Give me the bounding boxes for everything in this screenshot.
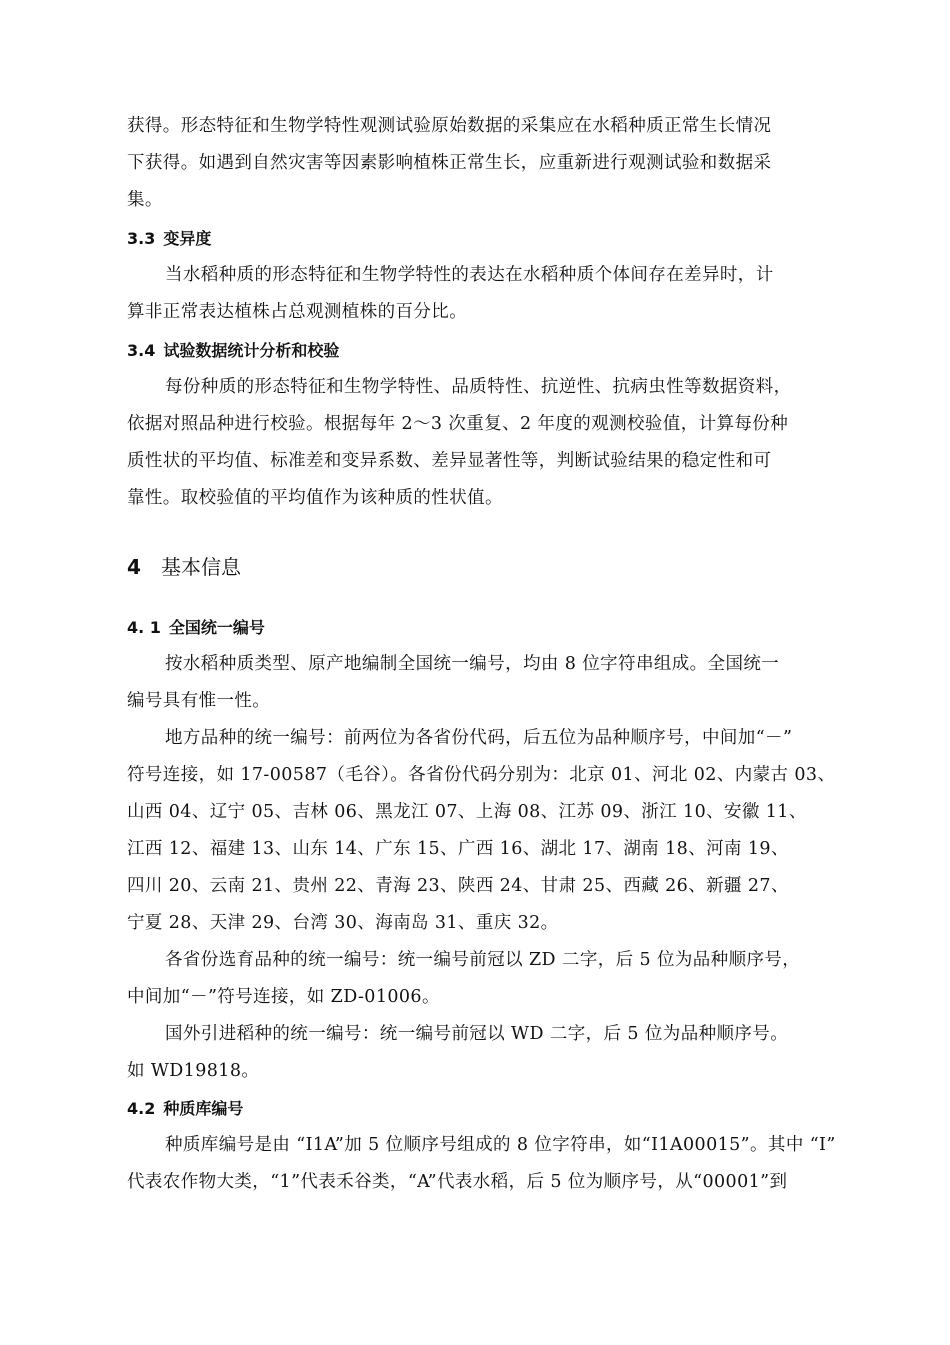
paragraph-line: 宁夏 28、天津 29、台湾 30、海南岛 31、重庆 32。: [127, 913, 559, 933]
section-heading-3-3: [127, 228, 211, 250]
paragraph-line: 靠性。取校验值的平均值作为该种质的性状值。: [127, 488, 503, 508]
section-title: 全国统一编号: [168, 618, 265, 637]
paragraph-line: 质性状的平均值、标准差和变异系数、差异显著性等，判断试验结果的稳定性和可: [127, 451, 772, 471]
paragraph-line: 算非正常表达植株占总观测植株的百分比。: [127, 302, 468, 322]
section-title: 种质库编号: [163, 1099, 244, 1118]
chapter-title: 基本信息: [161, 555, 241, 579]
section-number: 4. 1: [127, 618, 161, 637]
paragraph-line: 按水稻种质类型、原产地编制全国统一编号，均由 8 位字符串组成。全国统一: [165, 654, 780, 674]
paragraph-line: 获得。形态特征和生物学特性观测试验原始数据的采集应在水稻种质正常生长情况: [127, 116, 772, 136]
paragraph-line: 种质库编号是由 “I1A”加 5 位顺序号组成的 8 位字符串，如“I1A00015”。其中 “I”: [165, 1135, 836, 1155]
paragraph-line: 山西 04、辽宁 05、吉林 06、黑龙江 07、上海 08、江苏 09、浙江 10、安徽 11、: [127, 802, 807, 822]
paragraph-line: 代表农作物大类，“1”代表禾谷类，“A”代表水稻，后 5 位为顺序号，从“00001”到: [127, 1172, 788, 1192]
paragraph-line: 国外引进稻种的统一编号：统一编号前冠以 WD 二字，后 5 位为品种顺序号。: [165, 1024, 789, 1044]
paragraph-line: 依据对照品种进行校验。根据每年 2～3 次重复、2 年度的观测校验值，计算每份种: [127, 414, 789, 434]
paragraph-line: 编号具有惟一性。: [127, 691, 271, 711]
section-title: 试验数据统计分析和校验: [163, 341, 340, 360]
chapter-heading-4: [127, 553, 241, 581]
paragraph-line: 中间加“－”符号连接，如 ZD-01006。: [127, 987, 440, 1007]
paragraph-line: 四川 20、云南 21、贵州 22、青海 23、陕西 24、甘肃 25、西藏 26、新疆 27、: [127, 876, 789, 896]
section-number: 4.2: [127, 1099, 156, 1118]
paragraph-line: 当水稻种质的形态特征和生物学特性的表达在水稻种质个体间存在差异时，计: [165, 265, 774, 285]
paragraph-line: 如 WD19818。: [127, 1061, 260, 1081]
paragraph-line: 集。: [127, 190, 163, 210]
section-heading-3-4: [127, 340, 339, 362]
section-heading-4-2: [127, 1098, 243, 1120]
paragraph-line: 下获得。如遇到自然灾害等因素影响植株正常生长，应重新进行观测试验和数据采: [127, 153, 772, 173]
paragraph-line: 各省份选育品种的统一编号：统一编号前冠以 ZD 二字，后 5 位为品种顺序号，: [165, 950, 801, 970]
section-title: 变异度: [163, 229, 212, 248]
paragraph-line: 地方品种的统一编号：前两位为各省份代码，后五位为品种顺序号，中间加“－”: [165, 728, 793, 748]
paragraph-line: 符号连接，如 17-00587（毛谷）。各省份代码分别为：北京 01、河北 02、内蒙古 03、: [127, 765, 836, 785]
section-heading-4-1: [127, 617, 265, 639]
chapter-number: 4: [127, 555, 141, 579]
section-number: 3.3: [127, 229, 156, 248]
paragraph-line: 江西 12、福建 13、山东 14、广东 15、广西 16、湖北 17、湖南 18、河南 19、: [127, 839, 789, 859]
paragraph-line: 每份种质的形态特征和生物学特性、品质特性、抗逆性、抗病虫性等数据资料，: [165, 377, 792, 397]
section-number: 3.4: [127, 341, 156, 360]
